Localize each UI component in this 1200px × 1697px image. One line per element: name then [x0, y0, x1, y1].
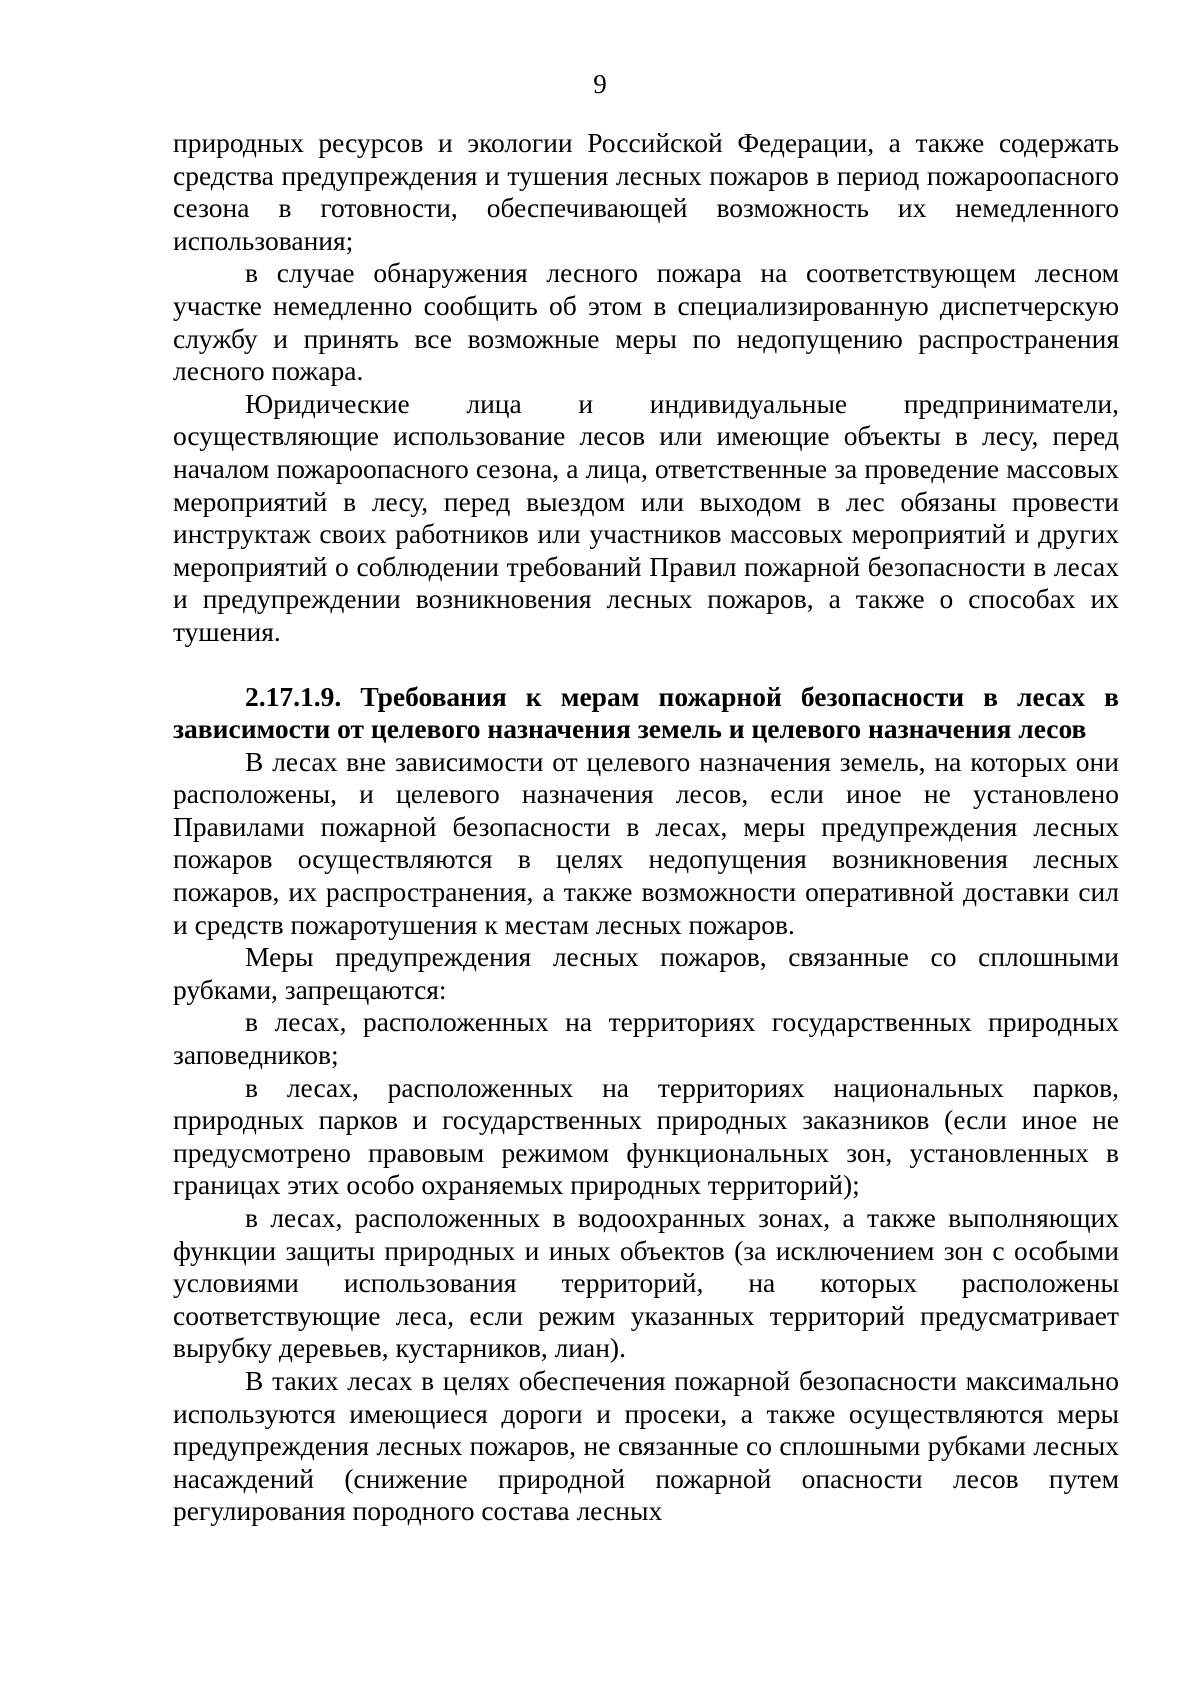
document-body — [173, 127, 1119, 1528]
paragraph-3: Юридические лица и индивидуальные предприниматели, осуществляющие использование лесов или имеющие объекты в лесу, перед началом пожароопасного сезона, а лица, ответственные за проведение массовых мероприятий в лесу, перед выездом или выходом в лес обязаны провести инструктаж своих работников или участников массовых мероприятий и других мероприятий о соблюдении требований Правил пожарной безопасности в лесах и предупреждении возникновения лесных пожаров, а также о способах их тушения. — [173, 387, 1119, 647]
paragraph-6: в лесах, расположенных на территориях государственных природных заповедников; — [173, 1006, 1119, 1071]
paragraph-8: в лесах, расположенных в водоохранных зонах, а также выполняющих функции защиты природных и иных объектов (за исключением зон с особыми условиями использования территорий, на которых расположены соответствующие леса, если режим указанных территорий предусматривает вырубку деревьев, кустарников, лиан). — [173, 1202, 1119, 1364]
paragraph-4: В лесах вне зависимости от целевого назначения земель, на которых они расположены, и целевого назначения лесов, если иное не установлено Правилами пожарной безопасности в лесах, меры предупреждения лесных пожаров осуществляются в целях недопущения возникновения лесных пожаров, их распространения, а также возможности оперативной доставки сил и средств пожаротушения к местам лесных пожаров. — [173, 745, 1119, 940]
paragraph-1: природных ресурсов и экологии Российской Федерации, а также содержать средства предупреждения и тушения лесных пожаров в период пожароопасного сезона в готовности, обеспечивающей возможность их немедленного использования; — [173, 127, 1119, 256]
page-number: 9 — [593, 69, 607, 99]
paragraph-5: Меры предупреждения лесных пожаров, связанные со сплошными рубками, запрещаются: — [173, 941, 1119, 1005]
section-heading: 2.17.1.9. Требования к мерам пожарной безопасности в лесах в зависимости от целевого назначения земель и целевого назначения лесов — [173, 680, 1119, 745]
paragraph-9: В таких лесах в целях обеспечения пожарной безопасности максимально используются имеющиеся дороги и просеки, а также осуществляются меры предупреждения лесных пожаров, не связанные со сплошными рубками лесных насаждений (снижение природной пожарной опасности лесов путем регулирования породного состава лесных — [173, 1364, 1119, 1527]
paragraph-7: в лесах, расположенных на территориях национальных парков, природных парков и государственных природных заказников (если иное не предусмотрено правовым режимом функциональных зон, установленных в границах этих особо охраняемых природных территорий); — [173, 1071, 1119, 1201]
paragraph-2: в случае обнаружения лесного пожара на соответствующем лесном участке немедленно сообщить об этом в специализированную диспетчерскую службу и принять все возможные меры по недопущению распространения лесного пожара. — [173, 257, 1119, 387]
